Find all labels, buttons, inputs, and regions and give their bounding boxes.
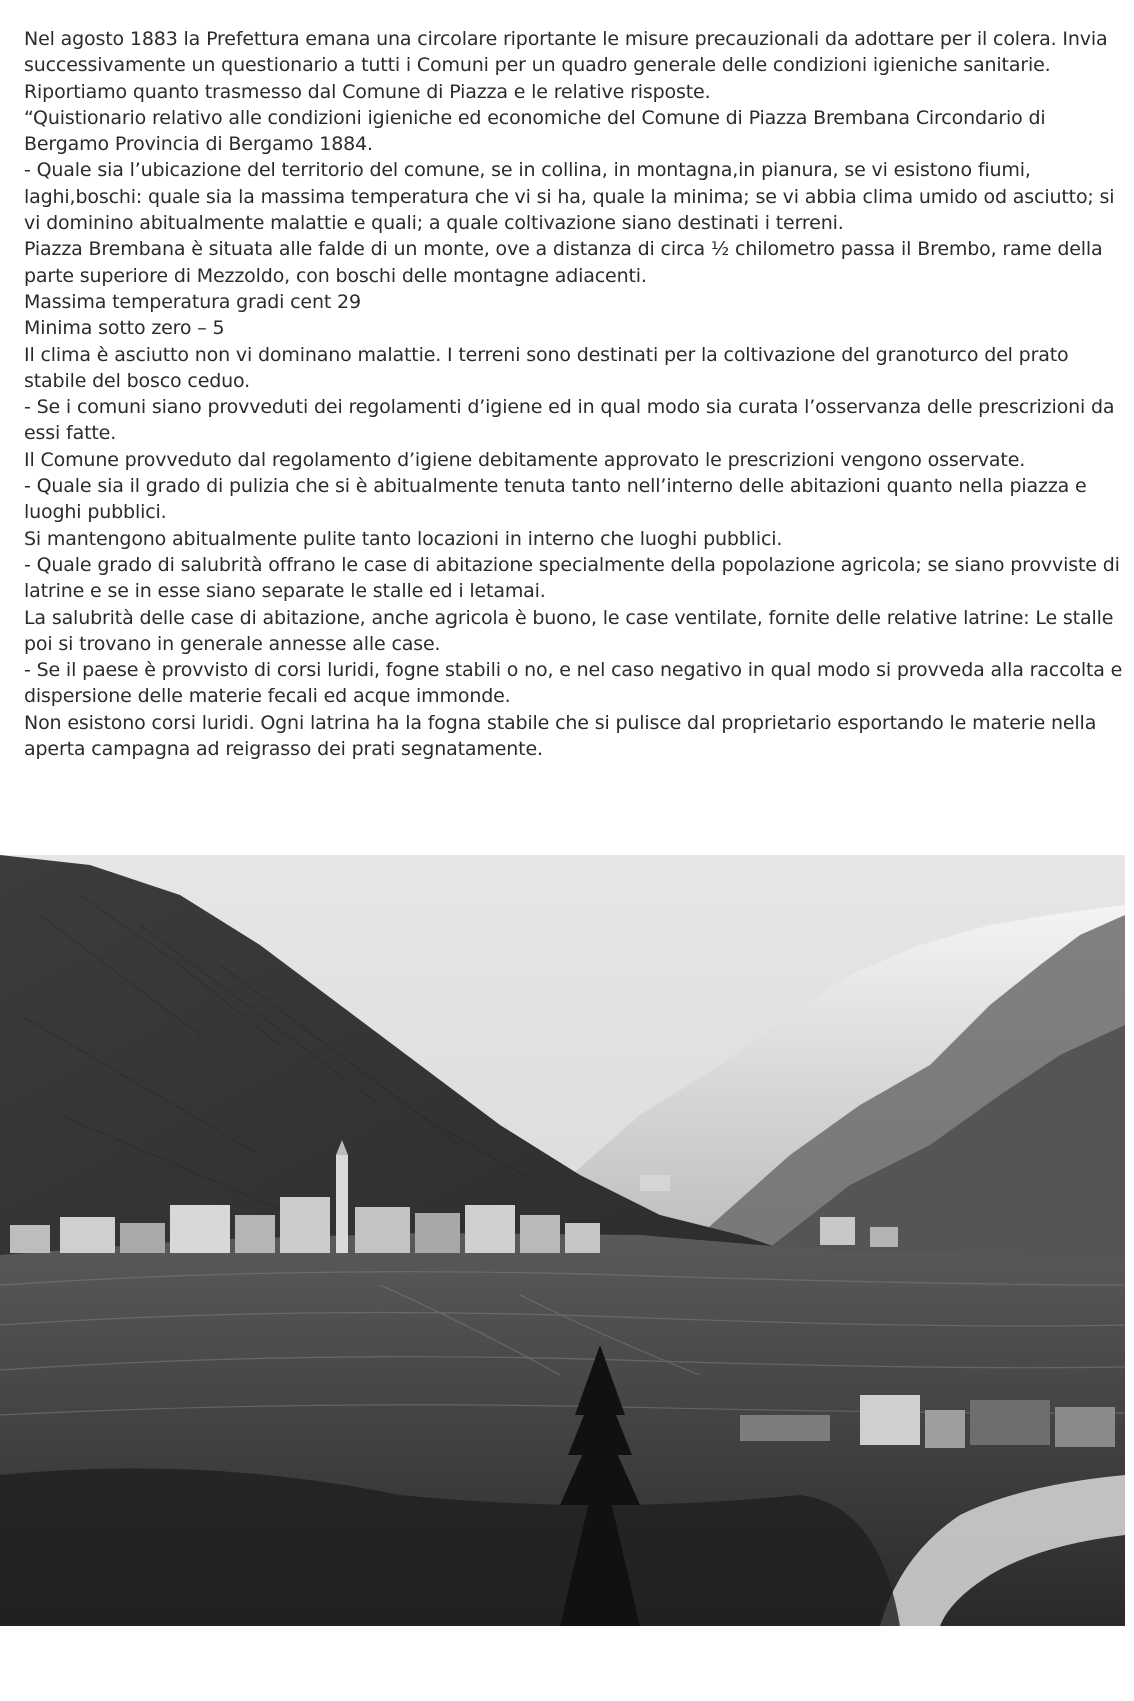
paragraph-answer-5: Non esistono corsi luridi. Ogni latrina ha la fogna stabile che si pulisce dal proprietario esportando le materie nella aperta campagna ad reigrasso dei prati segnatamente.	[24, 711, 1097, 761]
paragraph-transmission: Riportiamo quanto trasmesso dal Comune di Piazza e le relative risposte.	[24, 80, 711, 103]
paragraph-questionnaire-title: “Quistionario relativo alle condizioni igieniche ed economiche del Comune di Piazza Brembana Circondario di Bergamo Provincia di Bergamo 1884.	[24, 106, 1046, 156]
paragraph-intro: Nel agosto 1883 la Prefettura emana una circolare riportante le misure precauzionali da adottare per il colera. Invia successivamente un questionario a tutti i Comuni per un quadro generale delle condizioni igieniche sanitarie.	[24, 28, 1108, 77]
paragraph-answer-1: Piazza Brembana è situata alle falde di un monte, ove a distanza di circa ½ chilometro passa il Brembo, rame della parte superiore di Mezzoldo, con boschi delle montagne adiacenti.	[24, 238, 1103, 287]
paragraph-question-1: - Quale sia l’ubicazione del territorio del comune, se in collina, in montagna,in pianura, se vi esistono fiumi, laghi,boschi: quale sia la massima temperatura che vi si ha, quale la minima; se vi abbia clima umido od asciutto; si vi dominino abitualmente malattie e quali; a quale coltivazione siano destinati i terreni.	[24, 159, 1115, 235]
paragraph-question-5: - Se il paese è provvisto di corsi luridi, fogne stabili o no, e nel caso negativo in qual modo si provveda alla raccolta e dispersione delle materie fecali ed acque immonde.	[24, 659, 1123, 708]
landscape-image	[0, 855, 1125, 1626]
bell-tower	[336, 1155, 348, 1253]
paragraph-answer-3: Si mantengono abitualmente pulite tanto locazioni in interno che luoghi pubblici.	[24, 527, 783, 550]
paragraph-answer-2: Il Comune provveduto dal regolamento d’igiene debitamente approvato le prescrizioni vengono osservate.	[24, 448, 1026, 471]
paragraph-question-3: - Quale sia il grado di pulizia che si è abitualmente tenuta tanto nell’interno delle abitazioni quanto nella piazza e luoghi pubblici.	[24, 475, 1087, 524]
paragraph-min-temp: Minima sotto zero – 5	[24, 317, 225, 340]
valley-photograph	[0, 855, 1125, 1626]
article-text	[24, 26, 1124, 762]
paragraph-climate: Il clima è asciutto non vi dominano malattie. I terreni sono destinati per la coltivazione del granoturco del prato stabile del bosco ceduo.	[24, 343, 1069, 392]
paragraph-question-4: - Quale grado di salubrità offrano le case di abitazione specialmente della popolazione agricola; se siano provviste di latrine e se in esse siano separate le stalle ed i letamai.	[24, 553, 1120, 603]
paragraph-question-2: - Se i comuni siano provveduti dei regolamenti d’igiene ed in qual modo sia curata l’osservanza delle prescrizioni da essi fatte.	[24, 396, 1115, 445]
paragraph-answer-4: La salubrità delle case di abitazione, anche agricola è buono, le case ventilate, fornite delle relative latrine: Le stalle poi si trovano in generale annesse alle case.	[24, 606, 1114, 655]
paragraph-max-temp: Massima temperatura gradi cent 29	[24, 290, 361, 313]
